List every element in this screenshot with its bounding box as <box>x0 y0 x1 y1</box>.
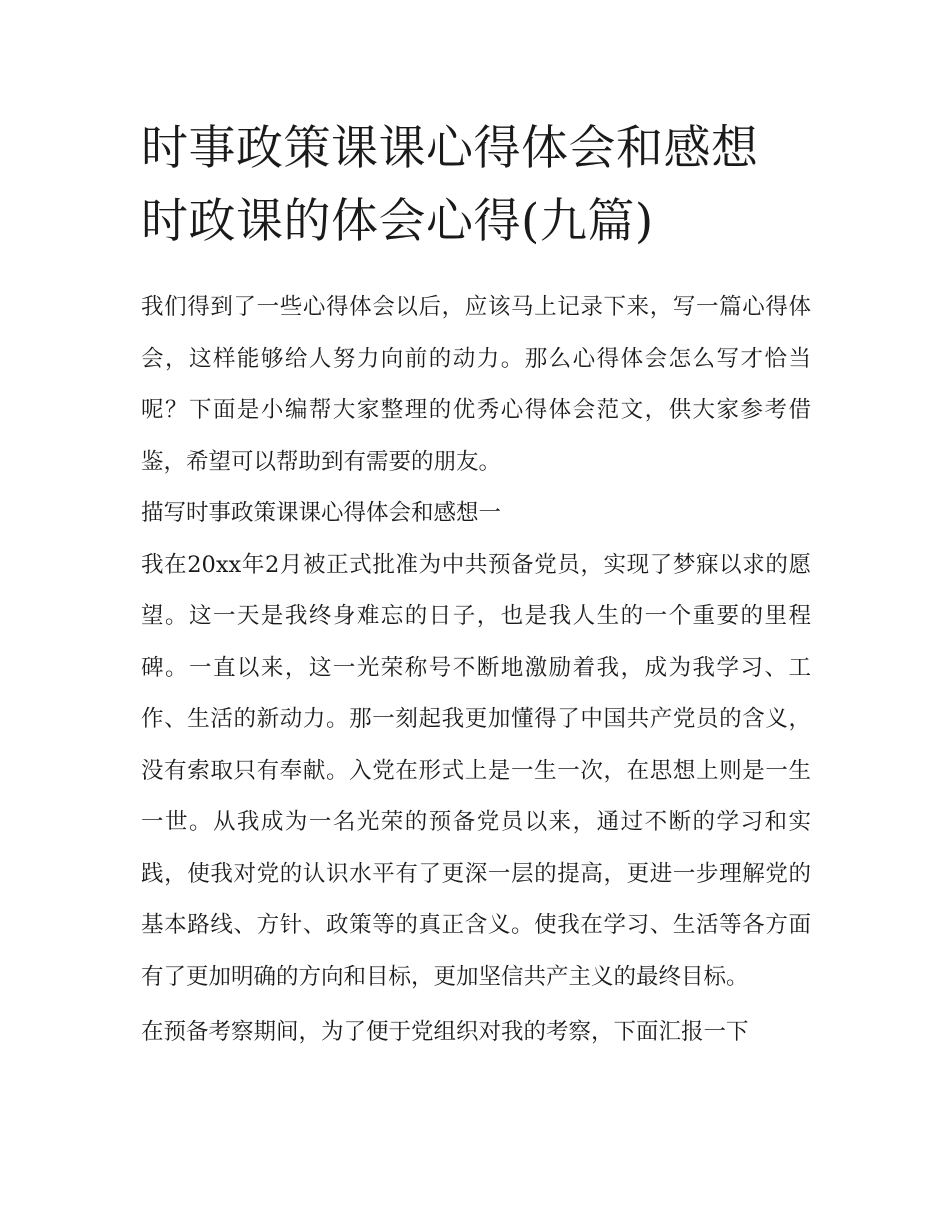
title-line-2: 时政课的体会心得(九篇) <box>141 194 654 249</box>
body-paragraph-1: 我在20xx年2月被正式批准为中共预备党员，实现了梦寐以求的愿望。这一天是我终身难忘的日子，也是我人生的一个重要的里程碑。一直以来，这一光荣称号不断地激励着我，成为我学习、工作、生活的新动力。那一刻起我更加懂得了中国共产党员的含义，没有索取只有奉献。入党在形式上是一生一次，在思想上则是一生一世。从我成为一名光荣的预备党员以来，通过不断的学习和实践，使我对党的认识水平有了更深一层的提高，更进一步理解党的基本路线、方针、政策等的真正含义。使我在学习、生活等各方面有了更加明确的方向和目标，更加坚信共产主义的最终目标。 <box>141 551 811 990</box>
body-paragraph-2: 在预备考察期间，为了便于党组织对我的考察，下面汇报一下 <box>141 1019 749 1045</box>
intro-paragraph: 我们得到了一些心得体会以后，应该马上记录下来，写一篇心得体会，这样能够给人努力向前的动力。那么心得体会怎么写才恰当呢？下面是小编帮大家整理的优秀心得体会范文，供大家参考借鉴，希望可以帮助到有需要的朋友。 <box>141 294 811 475</box>
section-heading: 描写时事政策课课心得体会和感想一 <box>141 500 502 526</box>
title-line-1: 时事政策课课心得体会和感想 <box>141 121 759 176</box>
document-title <box>141 112 811 258</box>
document-page <box>141 112 811 1059</box>
